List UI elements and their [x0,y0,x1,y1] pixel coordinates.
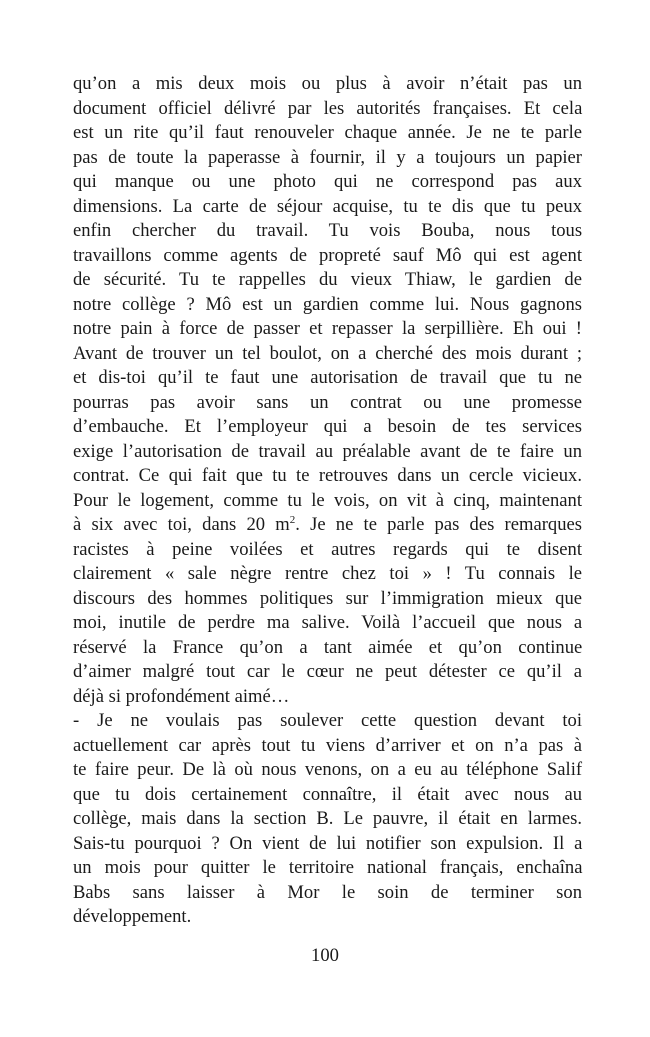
text-line: qui manque ou une photo qui ne correspond pas aux [73,171,582,192]
page-number: 100 [311,945,339,966]
text-line: est un rite qu’il faut renouveler chaque année. Je ne te parle [73,122,582,143]
text-line: que tu dois certainement connaître, il était avec nous au [73,783,583,805]
text-line: document officiel délivré par les autorités françaises. Et cela [73,97,583,119]
text-line: Pour le logement, comme tu le vois, on vit à cinq, maintenant [73,489,582,511]
text-line: pas de toute la paperasse à fournir, il y a toujours un papier [73,146,582,168]
text-line: clairement « sale nègre rentre chez toi » ! Tu connais le [73,563,582,584]
text-line: enfin chercher du travail. Tu vois Bouba, nous tous [73,220,583,241]
text-line: pourras pas avoir sans un contrat ou une promesse [73,391,582,413]
text-line: réservé la France qu’on a tant aimée et qu’on continue [73,636,583,658]
text-line: d’aimer malgré tout car le cœur ne peut détester ce qu’il a [73,661,583,682]
text-line: un mois pour quitter le territoire national français, enchaîna [73,857,583,878]
text-line: travaillons comme agents de propreté sauf Mô qui est agent [73,244,582,266]
text-fragment: à six avec toi, dans 20 m [73,514,290,535]
page-body [73,72,582,930]
text-line: notre pain à force de passer et repasser la serpillière. Eh oui ! [73,318,582,339]
text-fragment: . Je ne te parle pas des remarques [295,514,582,535]
text-line: notre collège ? Mô est un gardien comme lui. Nous gagnons [73,293,582,315]
text-line: te faire peur. De là où nous venons, on a eu au téléphone Salif [73,759,583,780]
text-line: racistes à peine voilées et autres regards qui te disent [73,538,582,560]
text-line: - Je ne voulais pas soulever cette question devant toi [73,710,582,731]
text-line: déjà si profondément aimé… [73,685,290,707]
text-line: Babs sans laisser à Mor le soin de terminer son [73,881,582,903]
text-line: moi, inutile de perdre ma salive. Voilà l’accueil que nous a [73,612,583,633]
superscript: 2 [289,514,296,526]
text-line: Avant de trouver un tel boulot, on a cherché des mois durant ; [73,342,582,364]
text-line: d’embauche. Et l’employeur qui a besoin de tes services [73,416,582,437]
text-line: et dis-toi qu’il te faut une autorisation de travail que tu ne [73,367,583,388]
text-line: dimensions. La carte de séjour acquise, tu te dis que tu peux [73,195,582,217]
text-line: collège, mais dans la section B. Le pauvre, il était en larmes. [73,808,582,829]
text-line-with-superscript [73,513,582,538]
text-line: discours des hommes politiques sur l’immigration mieux que [73,587,582,609]
text-line: Sais-tu pourquoi ? On vient de lui notifier son expulsion. Il a [73,832,583,854]
text-line: développement. [73,906,192,927]
text-line: exige l’autorisation de travail au préalable avant de te faire un [73,440,582,462]
text-line: actuellement car après tout tu viens d’arriver et on n’a pas à [73,734,582,756]
text-line: qu’on a mis deux mois ou plus à avoir n’était pas un [73,73,582,94]
text-line: contrat. Ce qui fait que tu te retrouves dans un cercle vicieux. [73,465,582,486]
text-line: de sécurité. Tu te rappelles du vieux Thiaw, le gardien de [73,269,582,290]
